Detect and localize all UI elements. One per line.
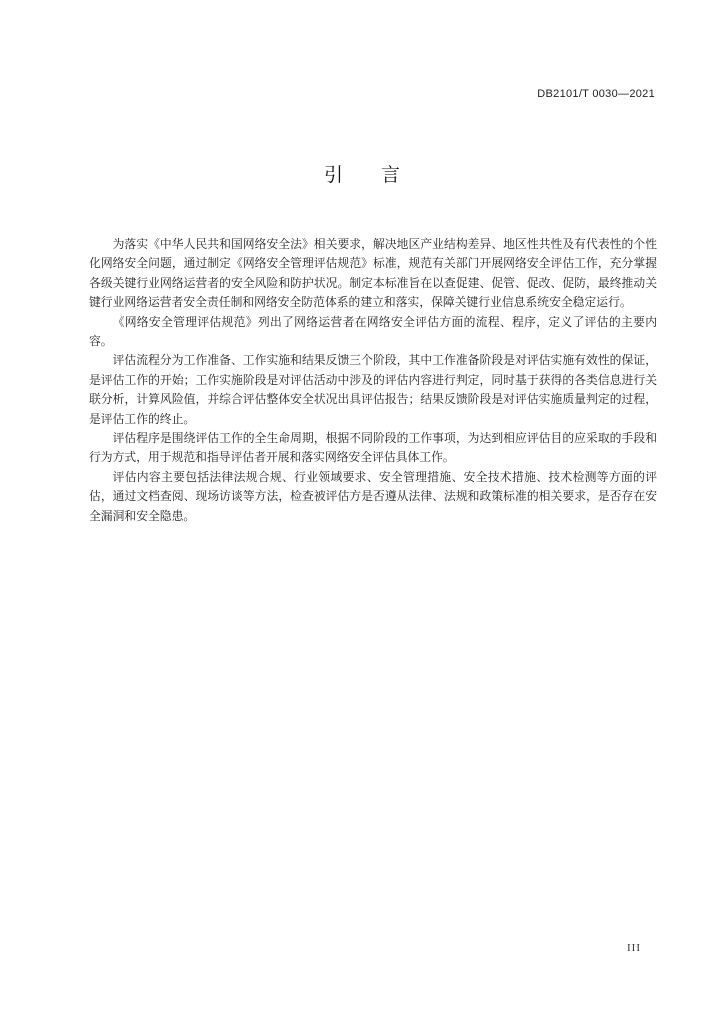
document-code: DB2101/T 0030—2021 (537, 88, 655, 100)
introduction-body (89, 235, 657, 526)
paragraph-content: 评估内容主要包括法律法规合规、行业领域要求、安全管理措施、安全技术措施、技术检测等方面的评估，通过文档查阅、现场访谈等方法，检查被评估方是否遵从法律、法规和政策标准的相关要求，是否存在安全漏洞和安全隐患。 (89, 469, 657, 523)
paragraph-process: 评估流程分为工作准备、工作实施和结果反馈三个阶段，其中工作准备阶段是对评估实施有效性的保证，是评估工作的开始；工作实施阶段是对评估活动中涉及的评估内容进行判定，同时基于获得的各类信息进行关联分析，计算风险值，并综合评估整体安全状况出具评估报告；结果反馈阶段是对评估实施质量判定的过程，是评估工作的终止。 (89, 353, 657, 426)
paragraph-procedure: 评估程序是围绕评估工作的全生命周期，根据不同阶段的工作事项，为达到相应评估目的应采取的手段和行为方式，用于规范和指导评估者开展和落实网络安全评估具体工作。 (89, 431, 657, 465)
paragraph-purpose: 为落实《中华人民共和国网络安全法》相关要求，解决地区产业结构差异、地区性共性及有代表性的个性化网络安全问题，通过制定《网络安全管理评估规范》标准，规范有关部门开展网络安全评估工作，充分掌握各级关键行业网络运营者的安全风险和防护状况。制定本标准旨在以查促建、促管、促改、促防，最终推动关键行业网络运营者安全责任制和网络安全防范体系的建立和落实，保障关键行业信息系统安全稳定运行。 (89, 237, 657, 310)
page-number: III (627, 942, 641, 954)
paragraph-scope: 《网络安全管理评估规范》列出了网络运营者在网络安全评估方面的流程、程序，定义了评估的主要内容。 (89, 314, 657, 349)
page-title: 引言 (323, 164, 438, 186)
